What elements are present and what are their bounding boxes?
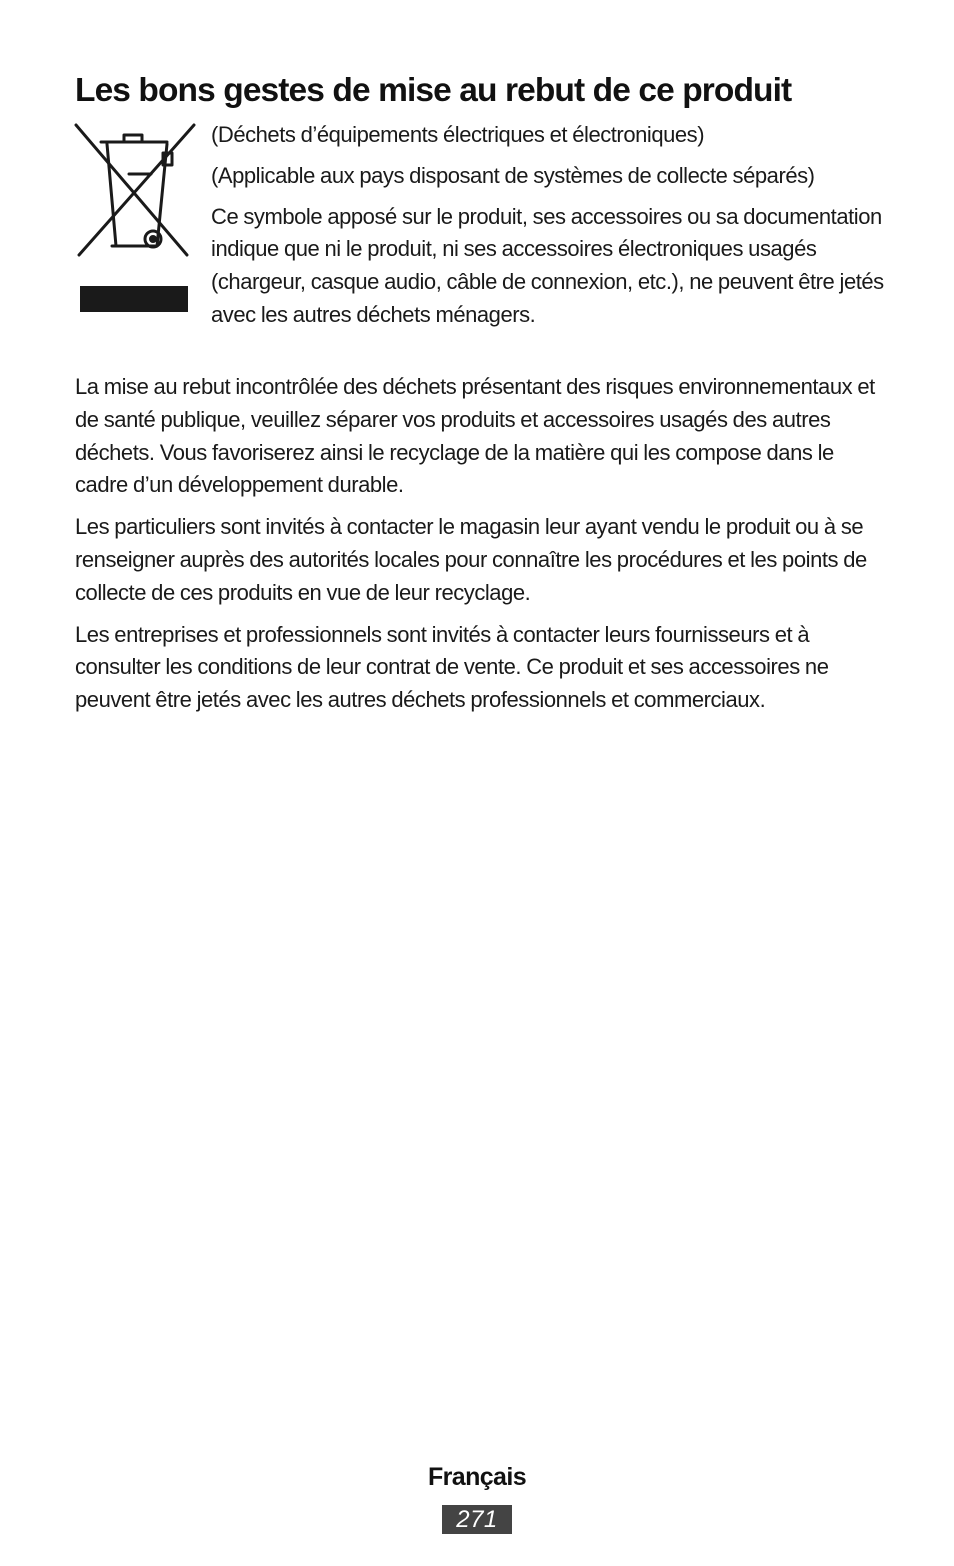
page-title: Les bons gestes de mise au rebut de ce produit	[75, 72, 792, 109]
body-text	[75, 371, 891, 726]
intro-line-weee: (Déchets d’équipements électriques et électroniques)	[211, 122, 705, 147]
paragraph-businesses: Les entreprises et professionnels sont invités à contacter leurs fournisseurs et à consulter les conditions de leur contrat de vente. Ce produit et ses accessoires ne peuvent être jetés avec les autres déchets professionnels et commerciaux.	[75, 621, 829, 713]
intro-line-applicability: (Applicable aux pays disposant de systèmes de collecte séparés)	[211, 162, 815, 188]
page-number-badge: 271	[442, 1505, 512, 1534]
crossed-out-wheelie-bin-icon	[73, 122, 197, 318]
intro-text	[211, 119, 891, 341]
paragraph-disposal: La mise au rebut incontrôlée des déchets présentant des risques environnementaux et de santé publique, veuillez séparer vos produits et accessoires usagés des autres déchets. Vous favoriserez ainsi le recyclage de la matière qui les compose dans le cadre d’un développement durable.	[75, 374, 875, 498]
intro-paragraph-symbol: Ce symbole apposé sur le produit, ses accessoires ou sa documentation indique que ni le produit, ni ses accessoires électroniques usagés (chargeur, casque audio, câble de connexion, etc.), ne peuvent être jetés avec les autres déchets ménagers.	[211, 203, 884, 327]
paragraph-individuals: Les particuliers sont invités à contacter le magasin leur ayant vendu le produit ou à se renseigner auprès des autorités locales pour connaître les procédures et les points de collecte de ces produits en vue de leur recyclage.	[75, 514, 867, 605]
footer-language: Français	[427, 1463, 527, 1491]
